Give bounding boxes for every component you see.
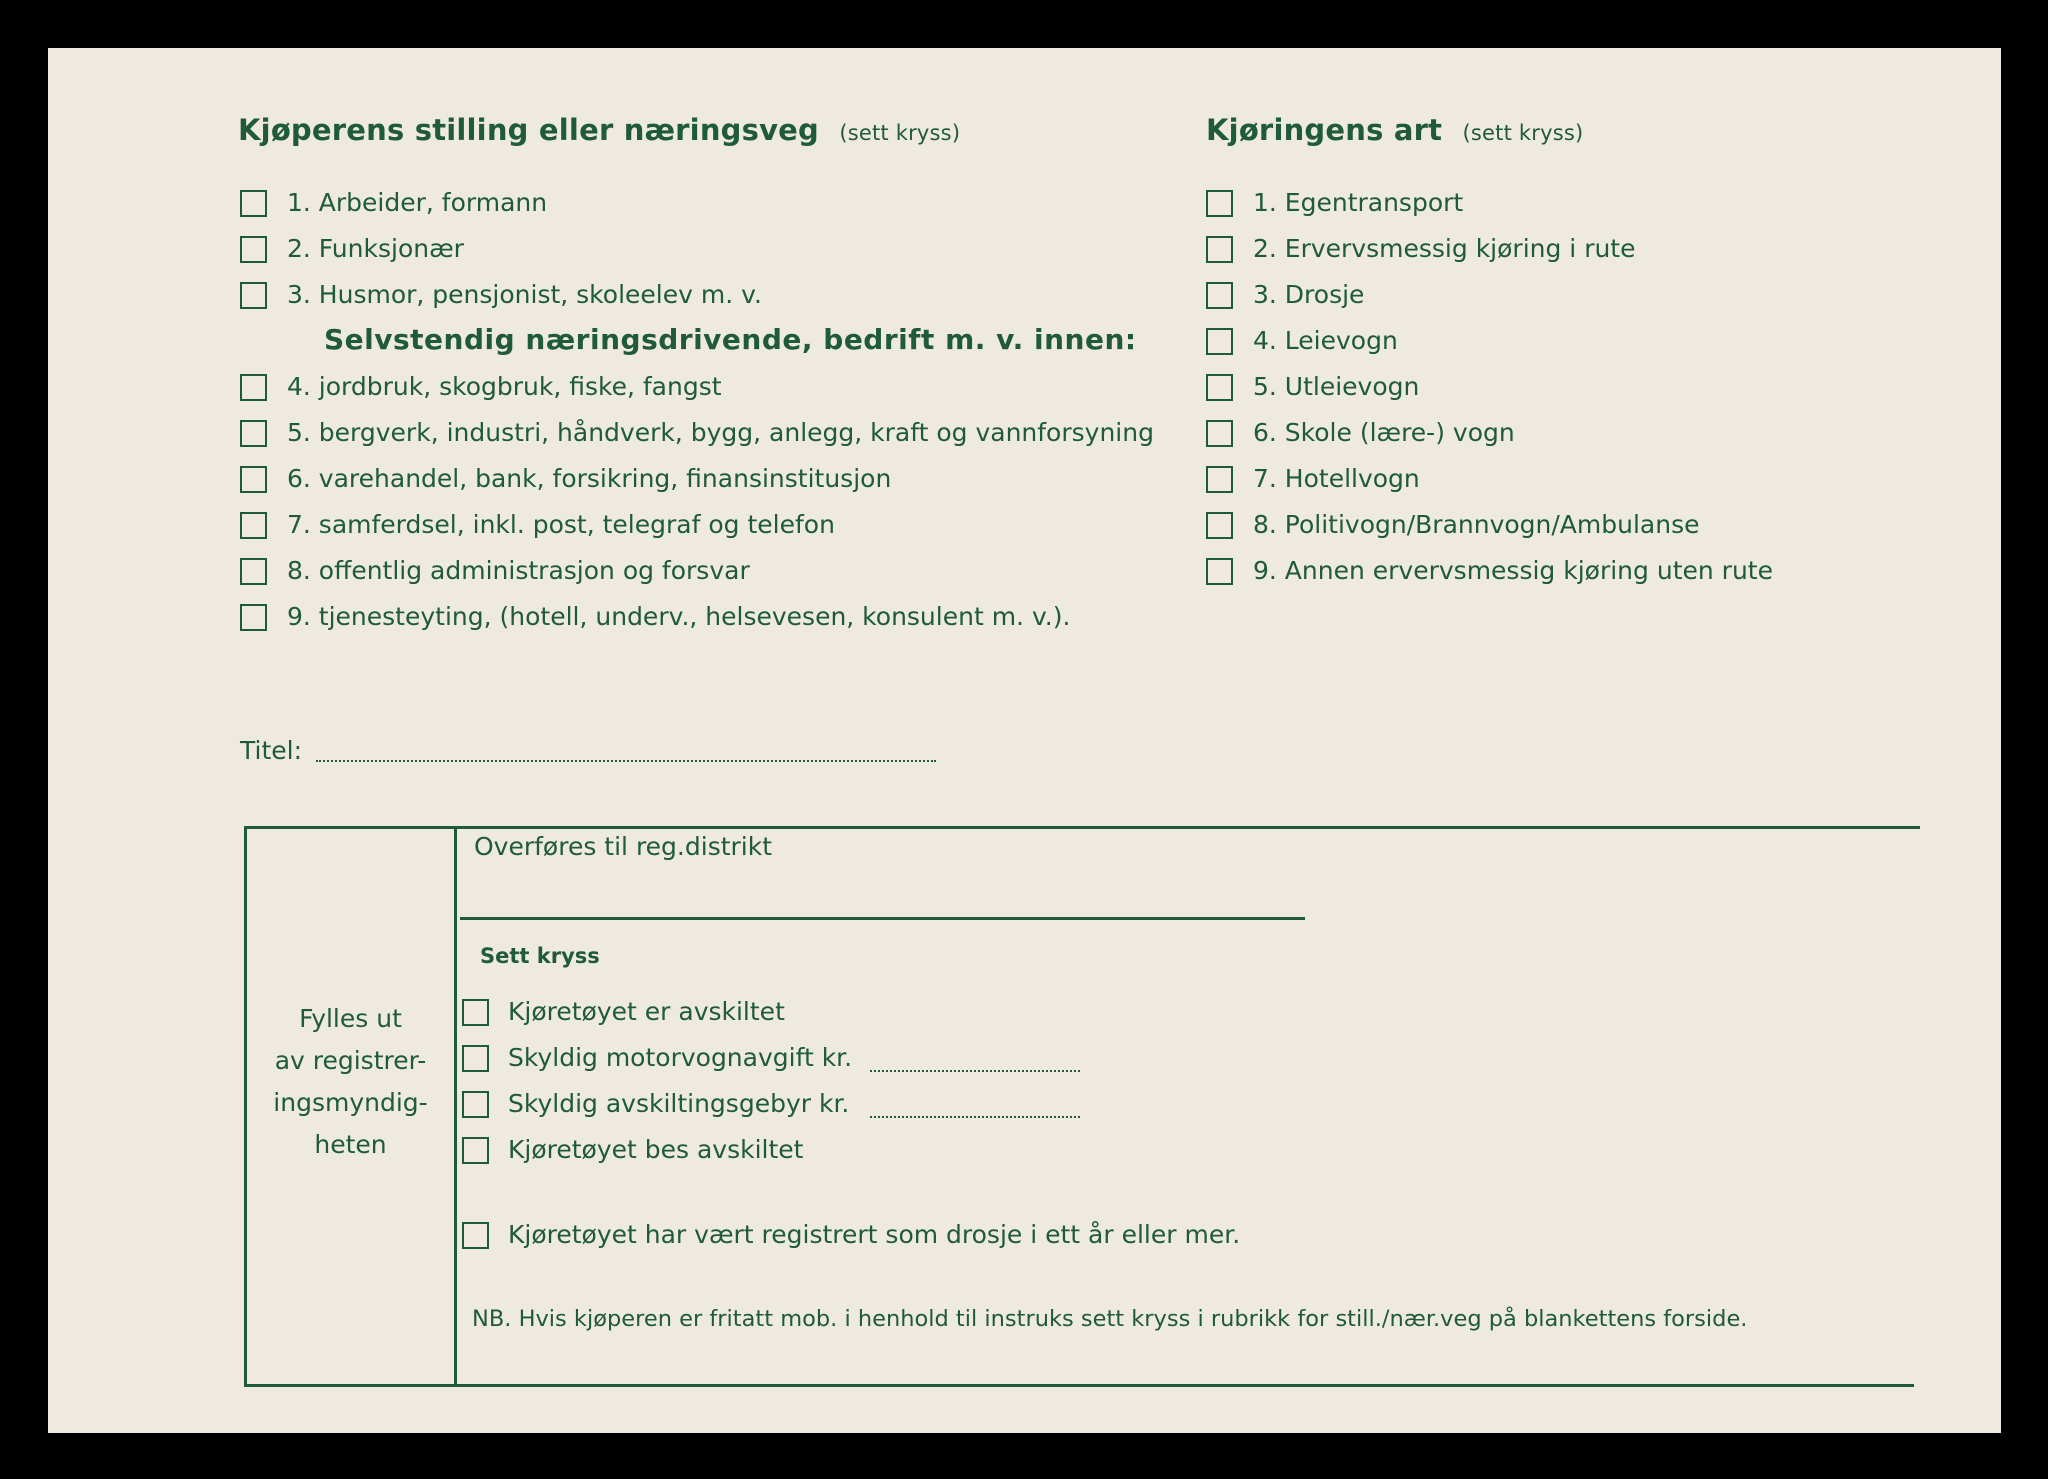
motorvognavgift-amount-field[interactable] [870,1070,1080,1072]
driving-4-label: 4. Leievogn [1253,326,1398,355]
occupation-3-label: 3. Husmor, pensjonist, skoleelev m. v. [287,280,762,309]
checkbox-motorvognavgift[interactable] [462,1045,489,1072]
checkbox-driving-1[interactable] [1206,190,1233,217]
checkbox-occupation-7[interactable] [240,512,267,539]
occupation-8-label: 8. offentlig administrasjon og forsvar [287,556,750,585]
occupation-5-label: 5. bergverk, industri, håndverk, bygg, anlegg, kraft og vannforsyning [287,418,1154,447]
checkbox-driving-7[interactable] [1206,466,1233,493]
checkbox-driving-6[interactable] [1206,420,1233,447]
right-heading [1206,113,1584,147]
occupation-4-label: 4. jordbruk, skogbruk, fiske, fangst [287,372,722,401]
driving-9-label: 9. Annen ervervsmessig kjøring uten rute [1253,556,1773,585]
checkbox-avskiltet[interactable] [462,999,489,1026]
avskiltingsgebyr-label: Skyldig avskiltingsgebyr kr. [508,1089,850,1118]
checkbox-driving-3[interactable] [1206,282,1233,309]
nb-note: NB. Hvis kjøperen er fritatt mob. i henhold til instruks sett kryss i rubrikk for still./nær.veg på blankettens forside. [472,1306,1748,1332]
avskiltet-label: Kjøretøyet er avskiltet [508,997,785,1026]
motorvognavgift-label: Skyldig motorvognavgift kr. [508,1043,853,1072]
checkbox-occupation-9[interactable] [240,604,267,631]
left-heading-text: Kjøperens stilling eller næringsveg [238,113,820,147]
driving-2-label: 2. Ervervsmessig kjøring i rute [1253,234,1636,263]
checkbox-drosje-ett-aar[interactable] [462,1222,489,1249]
driving-7-label: 7. Hotellvogn [1253,464,1420,493]
form-sheet [48,48,2001,1433]
checkbox-bes-avskiltet[interactable] [462,1137,489,1164]
box-top-rule [244,826,1920,829]
titel-label: Titel: [240,736,302,765]
checkbox-occupation-5[interactable] [240,420,267,447]
right-heading-text: Kjøringens art [1206,113,1443,147]
right-heading-note: (sett kryss) [1462,121,1584,145]
sett-kryss-label: Sett kryss [480,944,600,968]
checkbox-occupation-2[interactable] [240,236,267,263]
checkbox-driving-5[interactable] [1206,374,1233,401]
side-label-line-3: ingsmyndig- [273,1088,428,1117]
titel-field[interactable] [316,760,936,762]
driving-1-label: 1. Egentransport [1253,188,1464,217]
checkbox-occupation-4[interactable] [240,374,267,401]
side-label-line-4: heten [314,1130,387,1159]
bes-avskiltet-label: Kjøretøyet bes avskiltet [508,1135,804,1164]
checkbox-driving-4[interactable] [1206,328,1233,355]
box-bottom-rule [244,1384,1914,1387]
checkbox-driving-8[interactable] [1206,512,1233,539]
occupation-7-label: 7. samferdsel, inkl. post, telegraf og telefon [287,510,835,539]
transfer-field-line[interactable] [460,917,1305,920]
self-employed-subheading: Selvstendig næringsdrivende, bedrift m. v. innen: [324,323,1137,356]
left-heading [238,113,961,147]
drosje-ett-aar-label: Kjøretøyet har vært registrert som drosje i ett år eller mer. [508,1220,1241,1249]
driving-3-label: 3. Drosje [1253,280,1365,309]
checkbox-occupation-6[interactable] [240,466,267,493]
checkbox-occupation-1[interactable] [240,190,267,217]
transfer-label: Overføres til reg.distrikt [474,832,773,861]
side-label-line-1: Fylles ut [299,1004,402,1033]
checkbox-occupation-8[interactable] [240,558,267,585]
checkbox-occupation-3[interactable] [240,282,267,309]
avskiltingsgebyr-amount-field[interactable] [870,1116,1080,1118]
driving-8-label: 8. Politivogn/Brannvogn/Ambulanse [1253,510,1700,539]
checkbox-driving-9[interactable] [1206,558,1233,585]
occupation-6-label: 6. varehandel, bank, forsikring, finansinstitusjon [287,464,892,493]
side-label-line-2: av registrer- [274,1046,427,1075]
occupation-1-label: 1. Arbeider, formann [287,188,548,217]
occupation-9-label: 9. tjenesteyting, (hotell, underv., helsevesen, konsulent m. v.). [287,602,1071,631]
checkbox-avskiltingsgebyr[interactable] [462,1091,489,1118]
side-label [247,998,454,1166]
driving-6-label: 6. Skole (lære-) vogn [1253,418,1515,447]
left-heading-note: (sett kryss) [839,121,961,145]
checkbox-driving-2[interactable] [1206,236,1233,263]
occupation-2-label: 2. Funksjonær [287,234,464,263]
box-divider-rule [454,826,457,1387]
driving-5-label: 5. Utleievogn [1253,372,1420,401]
